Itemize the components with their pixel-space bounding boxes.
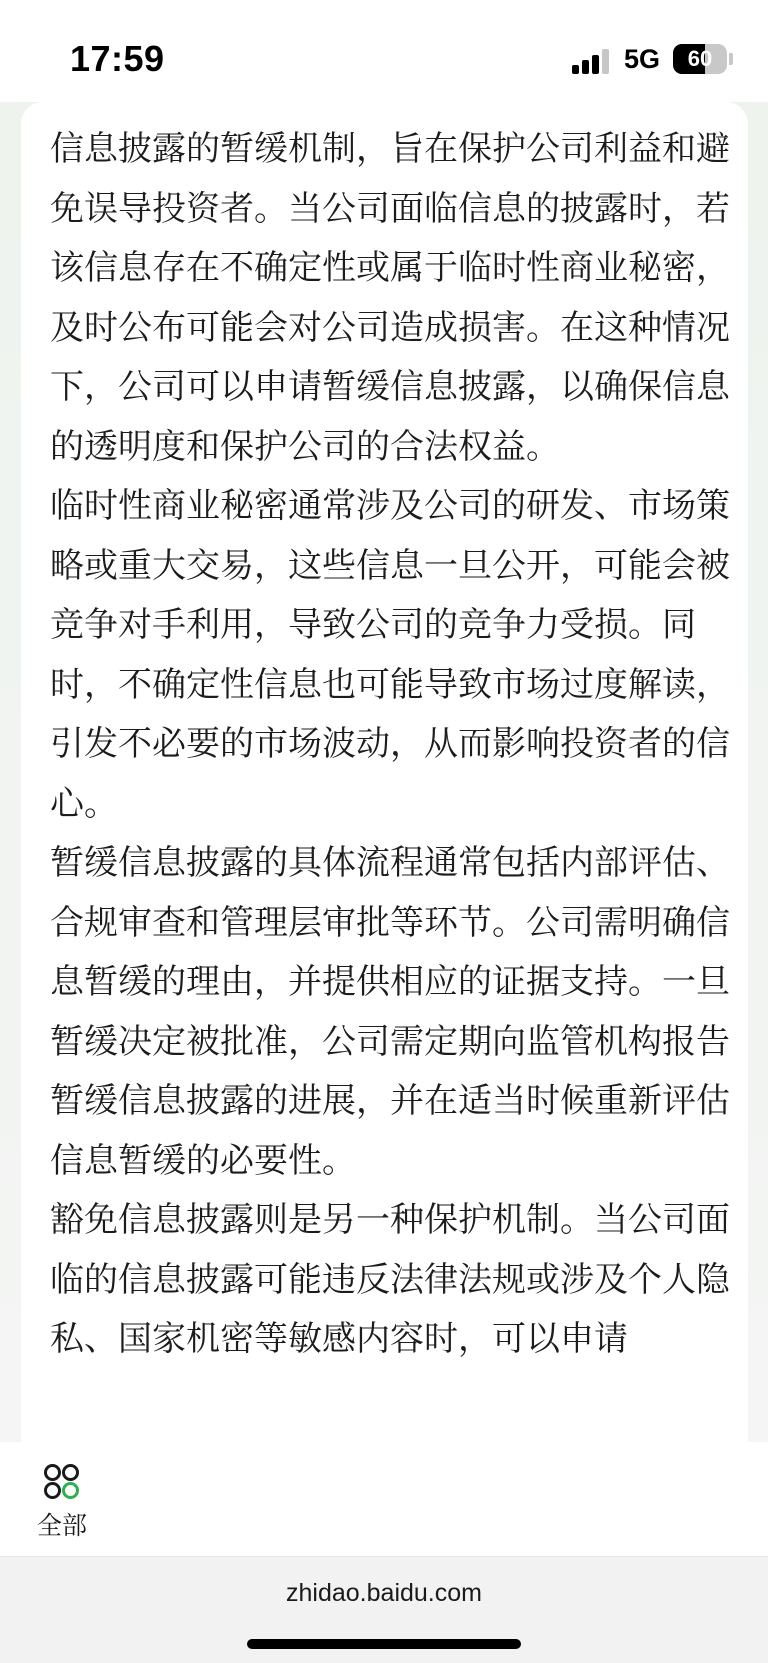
signal-bar: [582, 60, 589, 74]
answer-card[interactable]: [21, 102, 748, 1442]
url-bar[interactable]: [0, 1557, 768, 1663]
battery-icon: [673, 44, 727, 74]
bottom-toolbar: [0, 1442, 768, 1557]
battery-level: 60: [687, 46, 713, 71]
answer-paragraph: 暂缓信息披露的具体流程通常包括内部评估、合规审查和管理层审批等环节。公司需明确信息暂缓的理由，并提供相应的证据支持。一旦暂缓决定被批准，公司需定期向监管机构报告暂缓信息披露的进展，并在适当时候重新评估信息暂缓的必要性。: [50, 843, 730, 1181]
answer-paragraph: 豁免信息披露则是另一种保护机制。当公司面临的信息披露可能违反法律法规或涉及个人隐私、国家机密等敏感内容时，可以申请: [50, 1200, 730, 1359]
all-button[interactable]: [30, 1462, 94, 1542]
status-time: 17:59: [70, 38, 165, 79]
battery-tip: [729, 53, 733, 65]
all-label: 全部: [36, 1511, 87, 1540]
answer-text: [50, 120, 730, 1370]
status-bar: [0, 0, 768, 102]
signal-bar: [592, 55, 599, 74]
signal-bar: [602, 49, 609, 74]
grid-icon: [44, 1464, 80, 1500]
signal-icon: [572, 48, 612, 74]
answer-paragraph: 信息披露的暂缓机制，旨在保护公司利益和避免误导投资者。当公司面临信息的披露时，若该信息存在不确定性或属于临时性商业秘密，及时公布可能会对公司造成损害。在这种情况下，公司可以申请暂缓信息披露，以确保信息的透明度和保护公司的合法权益。: [50, 129, 730, 467]
home-indicator[interactable]: [247, 1639, 521, 1649]
network-label: 5G: [624, 44, 661, 74]
answer-paragraph: 临时性商业秘密通常涉及公司的研发、市场策略或重大交易，这些信息一旦公开，可能会被竞争对手利用，导致公司的竞争力受损。同时，不确定性信息也可能导致市场过度解读，引发不必要的市场波动，从而影响投资者的信心。: [50, 486, 730, 824]
url-text[interactable]: zhidao.baidu.com: [286, 1579, 482, 1607]
signal-bar: [572, 65, 579, 74]
